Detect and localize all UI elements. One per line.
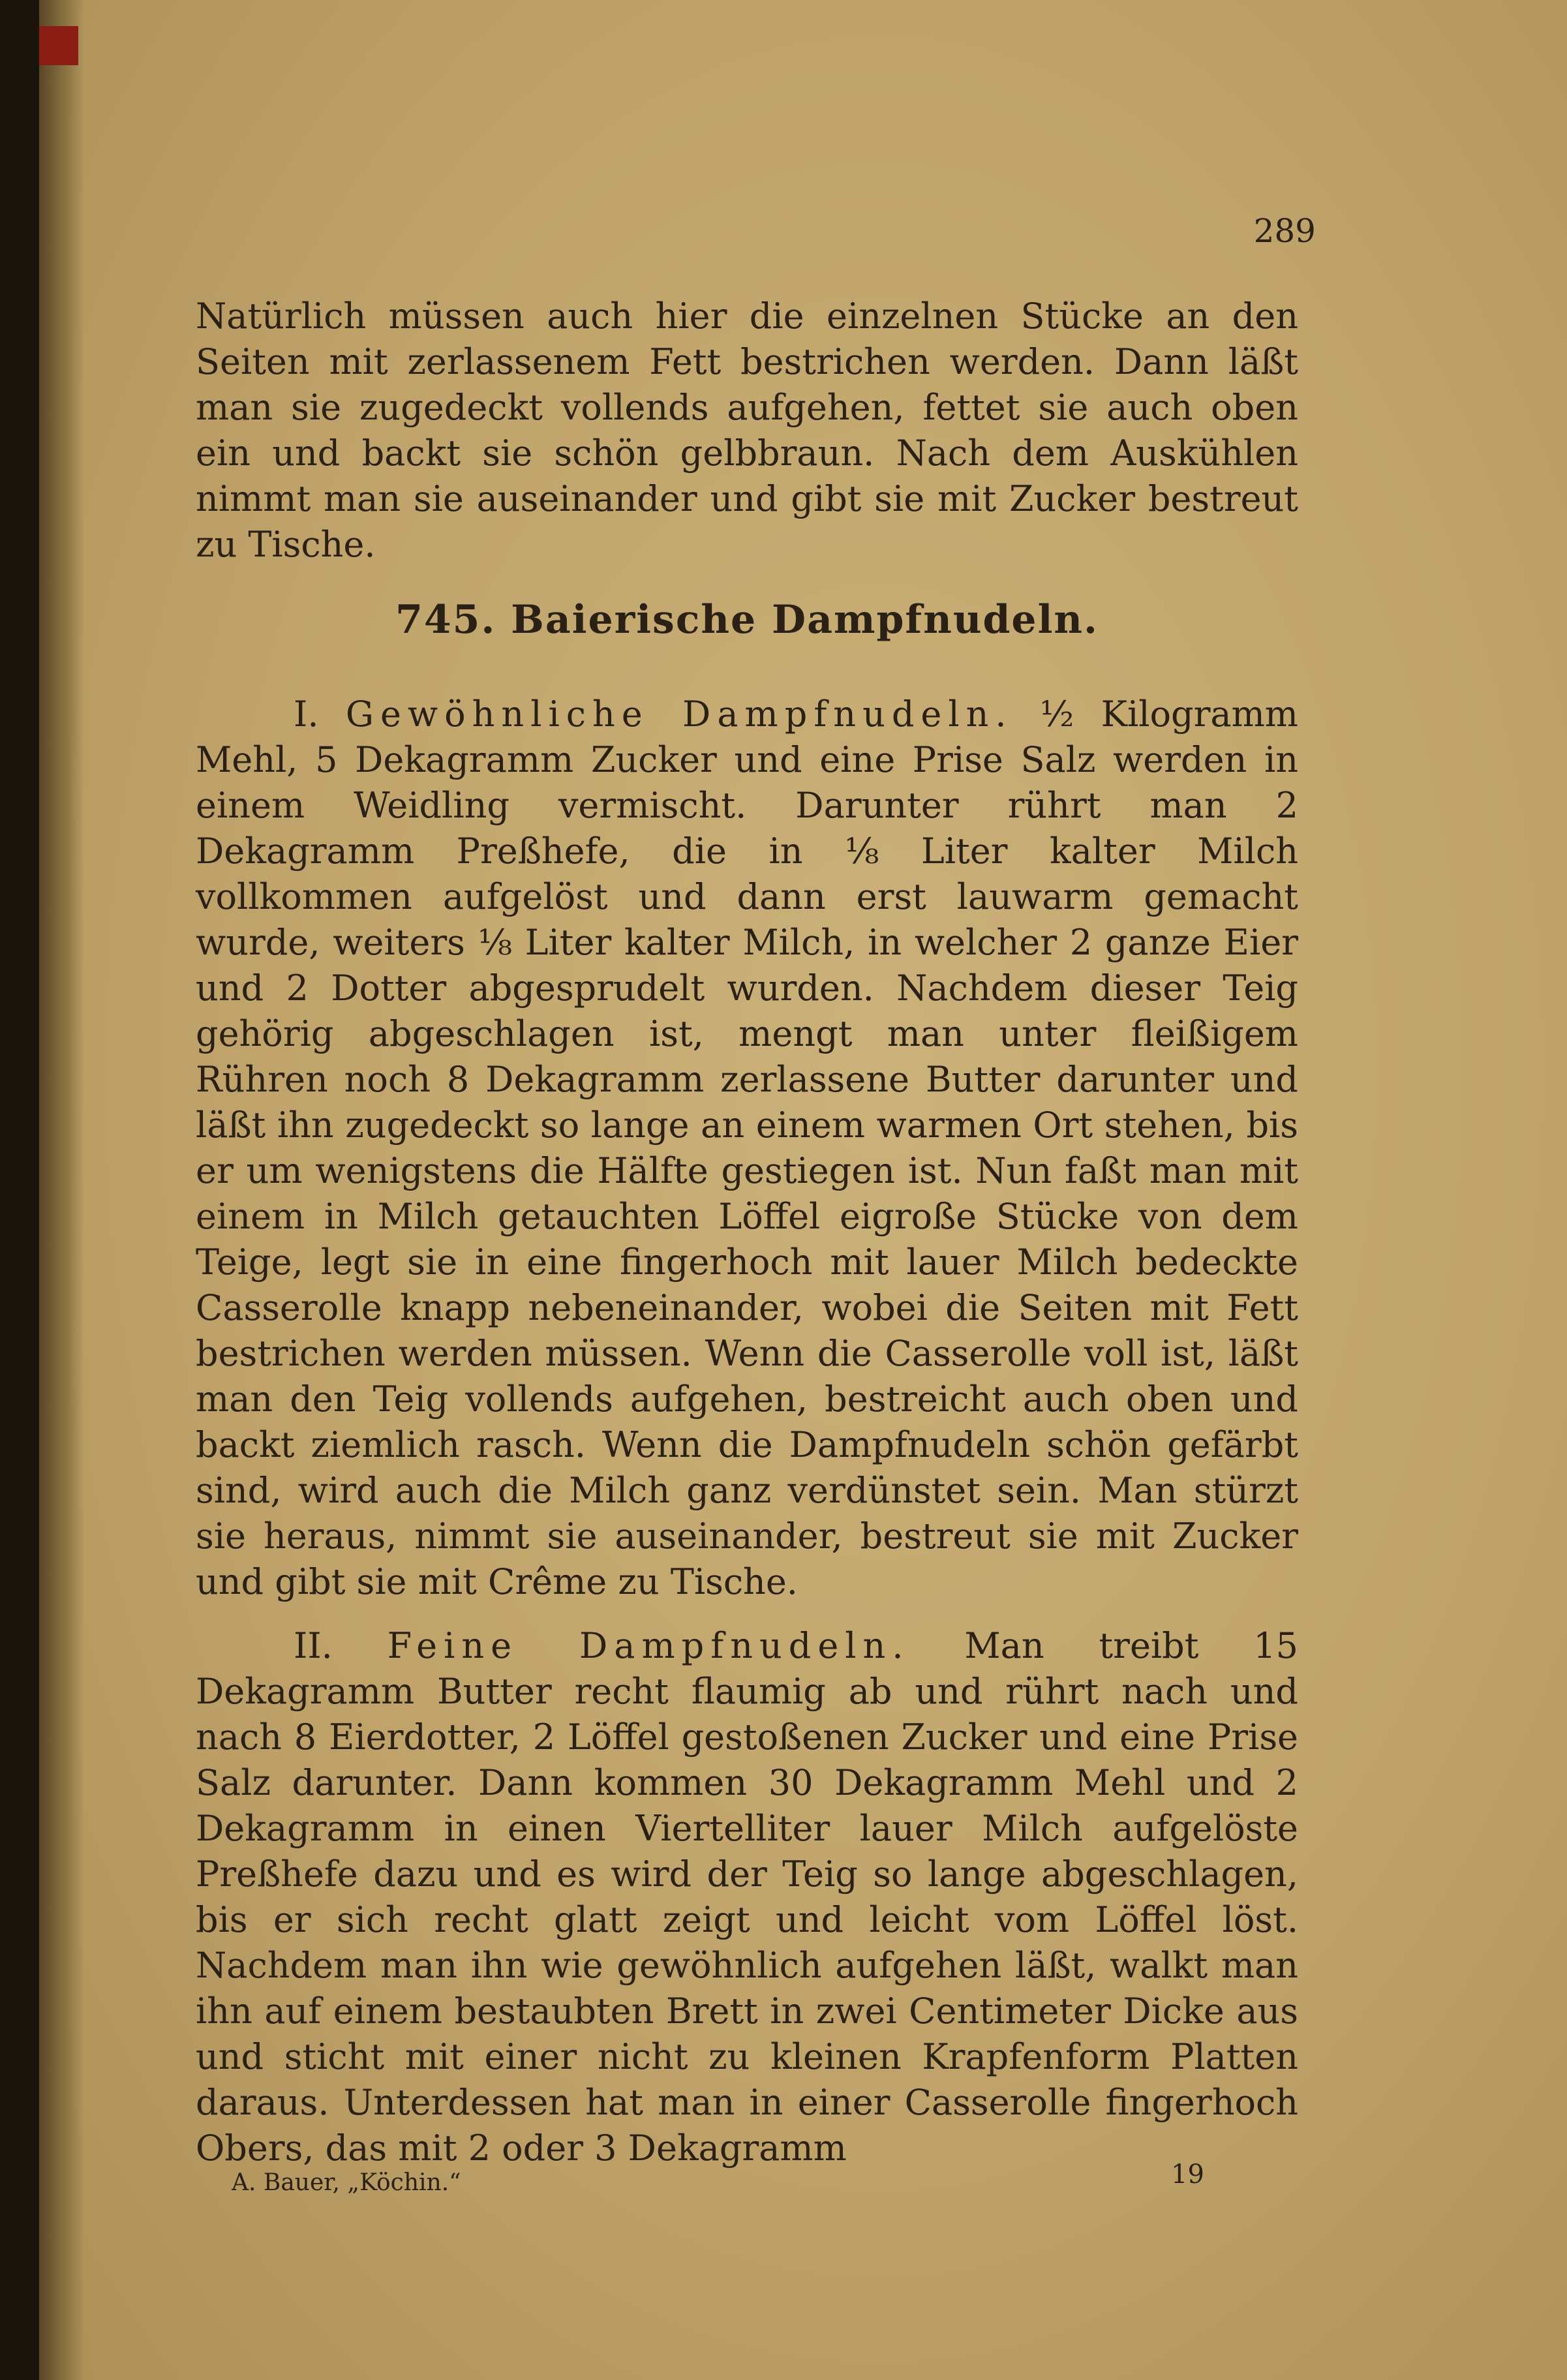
section-1-label: Gewöhnliche Dampfnudeln. [345,694,1013,735]
section-2-label: Feine Dampfnudeln. [387,1625,910,1666]
section-2-numeral: II. [294,1625,333,1666]
section-1-numeral: I. [294,694,319,735]
section-1-text: ½ Kilogramm Mehl, 5 Dekagramm Zucker und eine Prise Salz werden in einem Weidling vermischt. Darunter rührt man 2 Dekagramm Preßhefe, die in ⅛ Liter kalter Milch vollkommen aufgelöst und dann erst lauwarm gemacht wurde, weiters ⅛ Liter kalter Milch, in welcher 2 ganze Eier und 2 Dotter abgesprudelt wurden. Nachdem dieser Teig gehörig abgeschlagen ist, mengt man unter fleißigem Rühren noch 8 Dekagramm zerlassene Butter darunter und läßt ihn zugedeckt so lange an einem warmen Ort stehen, bis er um wenigstens die Hälfte gestiegen ist. Nun faßt man mit einem in Milch getauchten Löffel eigroße Stücke von dem Teige, legt sie in eine fingerhoch mit lauer Milch bedeckte Casserolle knapp nebeneinander, wobei die Seiten mit Fett bestrichen werden müssen. Wenn die Casserolle voll ist, läßt man den Teig vollends aufgehen, bestreicht auch oben und backt ziemlich rasch. Wenn die Dampfnudeln schön gefärbt sind, wird auch die Milch ganz verdünstet sein. Man stürzt sie heraus, nimmt sie auseinander, bestreut sie mit Zucker und gibt sie mit Crême zu Tische. [196,694,1298,1602]
intro-paragraph: Natürlich müssen auch hier die einzelnen Stücke an den Seiten mit zerlassenem Fett bestrichen werden. Dann läßt man sie zugedeckt vollends aufgehen, fettet sie auch oben ein und backt sie schön gelbbraun. Nach dem Auskühlen nimmt man sie auseinander und gibt sie mit Zucker bestreut zu Tische. [196,296,1298,565]
footer-sheet-number: 19 [1171,2159,1204,2189]
section-1 [196,692,1298,1605]
section-2 [196,1623,1298,2171]
spine-ribbon [39,26,78,65]
footer-signature: A. Bauer, „Köchin.“ [232,2169,461,2196]
recipe-body [196,692,1298,2189]
page-number: 289 [1253,212,1316,250]
book-page [39,0,1567,2380]
binding-gutter [39,0,85,2380]
section-2-text: Man treibt 15 Dekagramm Butter recht flaumig ab und rührt nach und nach 8 Eierdotter, 2 Löffel gestoßenen Zucker und eine Prise Salz darunter. Dann kommen 30 Dekagramm Mehl und 2 Dekagramm in einen Viertelliter lauer Milch aufgelöste Preßhefe dazu und es wird der Teig so lange abgeschlagen, bis er sich recht glatt zeigt und leicht vom Löffel löst. Nachdem man ihn wie gewöhnlich aufgehen läßt, walkt man ihn auf einem bestaubten Brett in zwei Centimeter Dicke aus und sticht mit einer nicht zu kleinen Krapfenform Platten daraus. Unterdessen hat man in einer Casserolle fingerhoch Obers, das mit 2 oder 3 Dekagramm [196,1625,1298,2169]
recipe-title: 745. Baierische Dampfnudeln. [395,597,1099,643]
